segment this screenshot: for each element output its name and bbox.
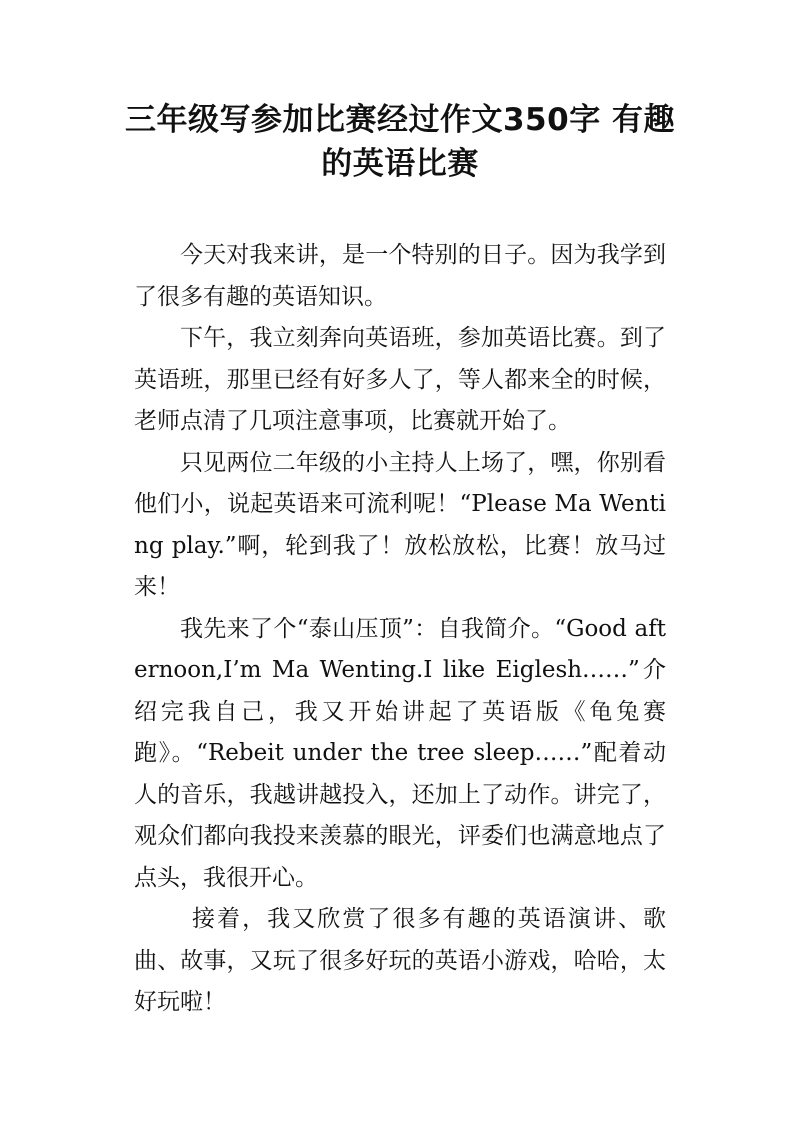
document-body: [134, 235, 666, 1024]
document-title: 三年级写参加比赛经过作文350字 有趣的英语比赛: [124, 102, 675, 182]
paragraph: 我先来了个“泰山压顶”：自我简介。“Good afternoon,I’m Ma Wenting.I like Eiglesh……”介绍完我自己，我又开始讲起了英语版《龟兔赛跑》。“Rebeit under the tree sleep……”配着动人的音乐，我越讲越投入，还加上了动作。讲完了，观众们都向我投来羡慕的眼光，评委们也满意地点了点头，我很开心。: [134, 615, 666, 891]
paragraph: 接着，我又欣赏了很多有趣的英语演讲、歌曲、故事，又玩了很多好玩的英语小游戏，哈哈，太好玩啦！: [134, 906, 666, 1015]
paragraph: 只见两位二年级的小主持人上场了，嘿，你别看他们小，说起英语来可流利呢！“Please Ma Wenting play.”啊，轮到我了！放松放松，比赛！放马过来！: [134, 449, 666, 600]
paragraph: 下午，我立刻奔向英语班，参加英语比赛。到了英语班，那里已经有好多人了，等人都来全的时候，老师点清了几项注意事项，比赛就开始了。: [134, 325, 666, 434]
paragraph: 今天对我来讲，是一个特别的日子。因为我学到了很多有趣的英语知识。: [134, 242, 666, 310]
